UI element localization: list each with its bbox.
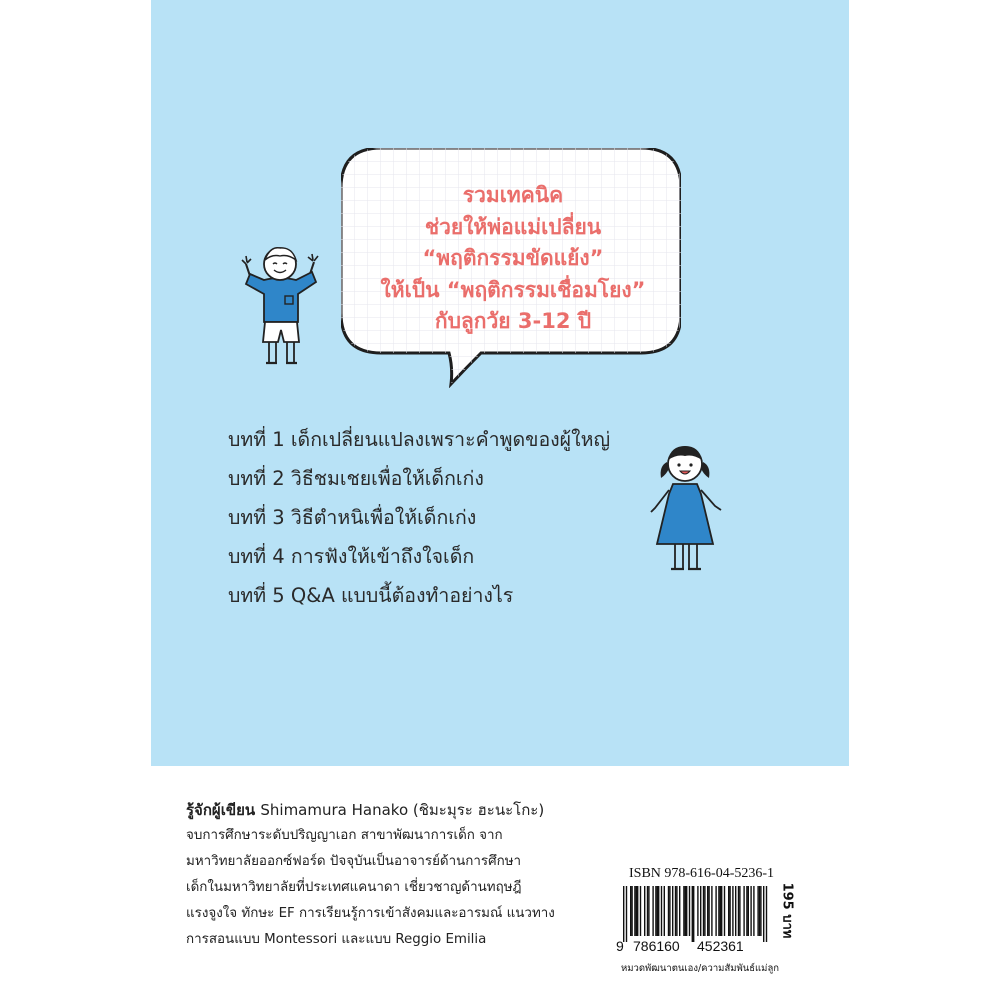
author-bio-line: จบการศึกษาระดับปริญญาเอก สาขาพัฒนาการเด็ก จาก [186,828,503,843]
bubble-text [363,180,663,338]
barcode-digit-first: 9 [616,938,624,954]
sky-background [151,0,849,766]
bubble-line: ให้เป็น “พฤติกรรมเชื่อมโยง” [380,277,646,302]
author-bio-line: การสอนแบบ Montessori และแบบ Reggio Emilia [186,932,487,947]
chapter-item: บทที่ 4 การฟังให้เข้าถึงใจเด็ก [228,545,475,568]
author-bio-line: แรงจูงใจ ทักษะ EF การเรียนรู้การเข้าสังคมและอารมณ์ แนวทาง [186,906,555,921]
author-bio-line: เด็กในมหาวิทยาลัยที่ประเทศแคนาดา เชี่ยวชาญด้านทฤษฎี [186,880,522,895]
author-name: Shimamura Hanako (ชิมะมุระ ฮะนะโกะ) [260,801,545,819]
author-section [186,797,596,953]
bubble-line: รวมเทคนิค [462,183,564,207]
isbn-text: ISBN 978-616-04-5236-1 [629,866,775,881]
chapter-list [228,420,610,615]
bubble-line: ช่วยให้พ่อแม่เปลี่ยน [424,214,602,239]
bubble-line: “พฤติกรรมขัดแย้ง” [422,246,604,270]
barcode-icon [619,886,769,946]
chapter-item: บทที่ 5 Q&A แบบนี้ต้องทำอย่างไร [228,584,514,607]
bubble-line: กับลูกวัย 3-12 ปี [434,309,592,333]
boy-illustration [236,242,326,372]
barcode-digit-group2: 452361 [697,938,744,954]
author-heading-label: รู้จักผู้เขียน [186,801,256,819]
chapter-item: บทที่ 3 วิธีตำหนิเพื่อให้เด็กเก่ง [228,506,477,529]
chapter-item: บทที่ 1 เด็กเปลี่ยนแปลงเพราะคำพูดของผู้ใหญ่ [228,428,611,451]
book-back-cover [151,0,849,1000]
category-label: หมวดพัฒนาตนเอง/ความสัมพันธ์แม่ลูก [621,963,780,974]
girl-illustration [641,440,731,580]
barcode-digit-group1: 786160 [633,938,680,954]
chapter-item: บทที่ 2 วิธีชมเชยเพื่อให้เด็กเก่ง [228,467,484,490]
price-label: 195 บาท [779,882,795,939]
author-heading [186,797,596,823]
author-bio-line: มหาวิทยาลัยออกซ์ฟอร์ด ปัจจุบันเป็นอาจารย์ด้านการศึกษา [186,854,522,869]
